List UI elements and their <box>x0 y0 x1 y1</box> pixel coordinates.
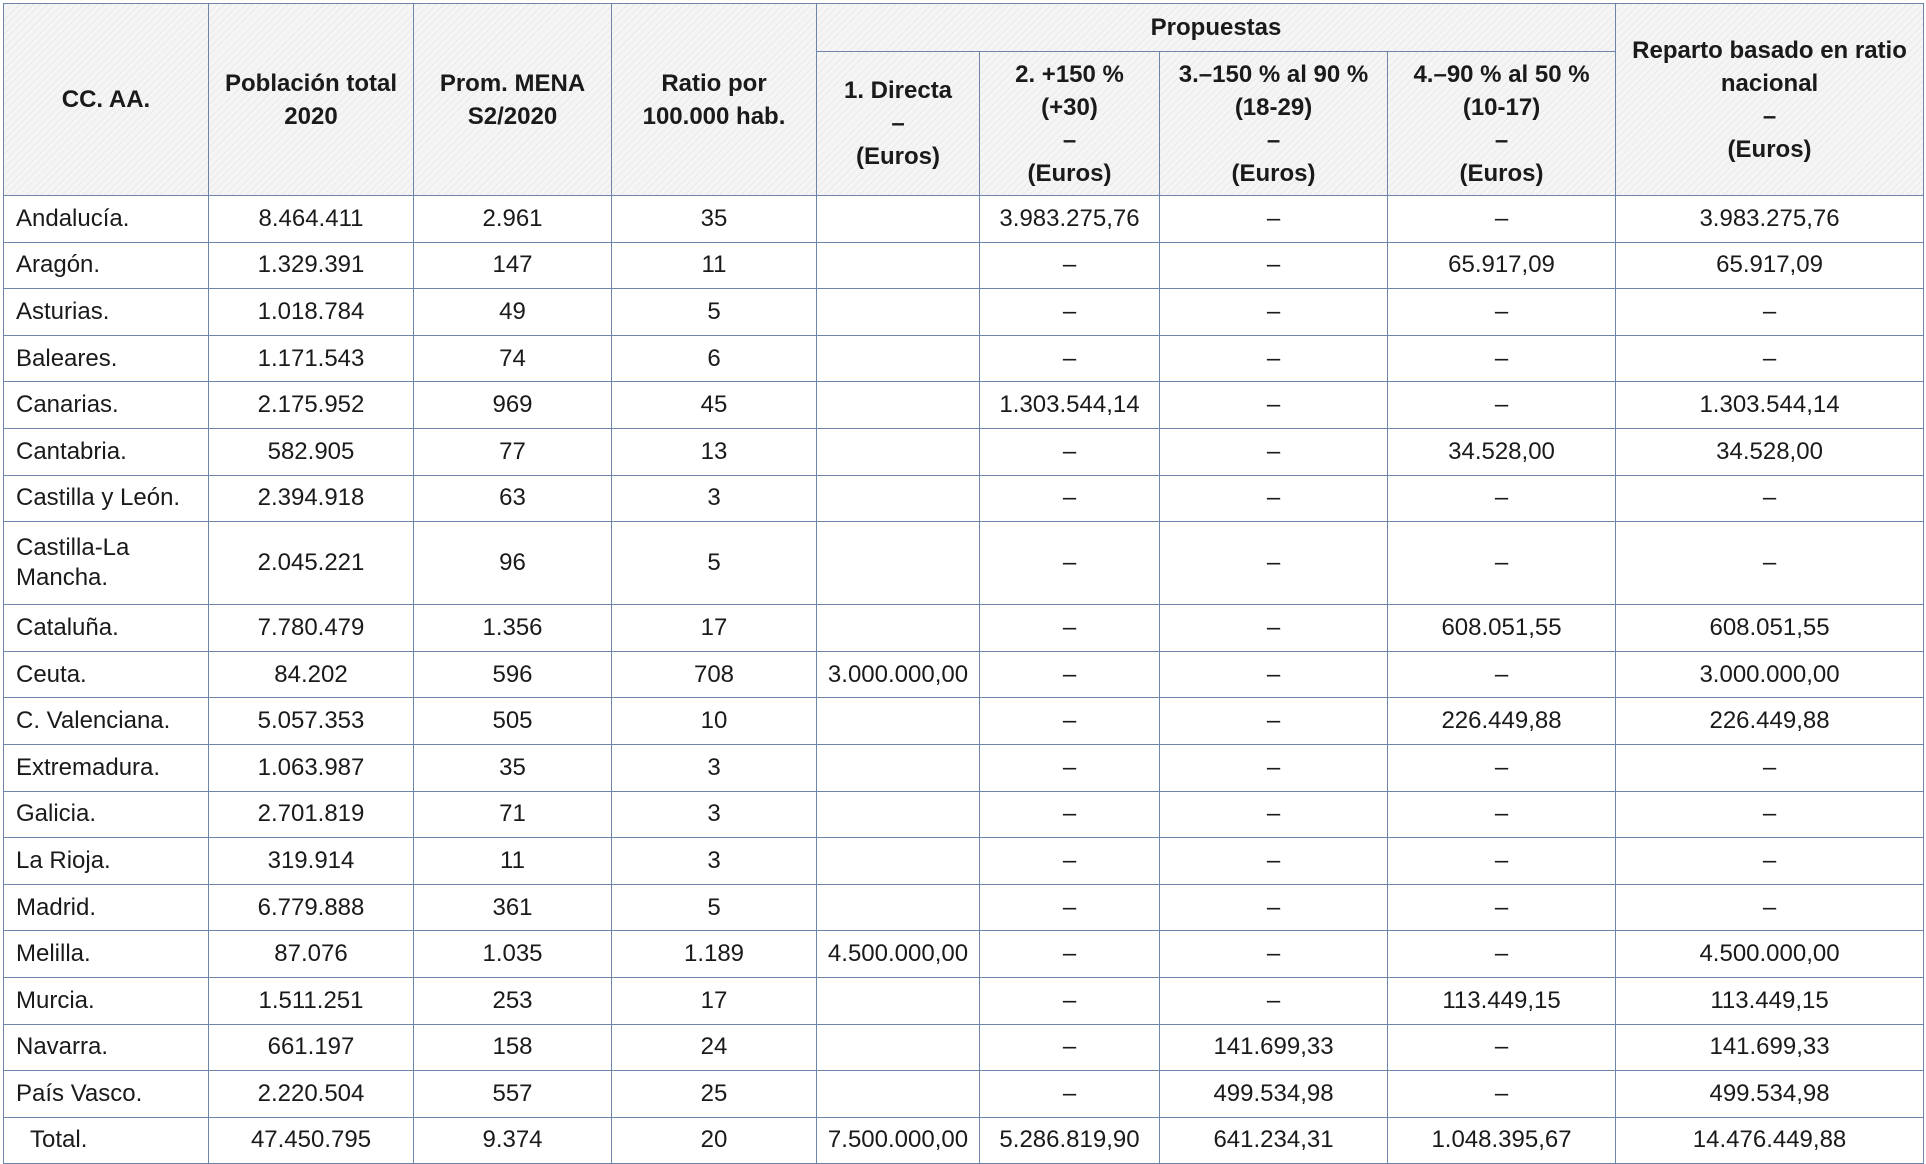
header-propuesta-directa: 1. Directa – (Euros) <box>817 52 980 196</box>
cell-150: – <box>980 428 1160 475</box>
cell-prom-mena: 1.356 <box>414 605 612 652</box>
table-row <box>4 428 1924 475</box>
cell-90-50: – <box>1388 382 1616 429</box>
header-propuestas: Propuestas <box>817 4 1616 52</box>
cell-poblacion: 1.063.987 <box>209 744 414 791</box>
cell-poblacion: 87.076 <box>209 931 414 978</box>
header-propuesta-150: 2. +150 % (+30) – (Euros) <box>980 52 1160 196</box>
cell-directa: 3.000.000,00 <box>817 651 980 698</box>
cell-90-50: – <box>1388 931 1616 978</box>
cell-poblacion: 661.197 <box>209 1024 414 1071</box>
cell-cc-aa: Aragón. <box>4 242 209 289</box>
header-prom-mena: Prom. MENA S2/2020 <box>414 4 612 196</box>
cell-reparto: – <box>1616 838 1924 885</box>
cell-150-90: – <box>1160 335 1388 382</box>
cell-prom-mena: 2.961 <box>414 196 612 243</box>
cell-directa <box>817 289 980 336</box>
cell-150-90: – <box>1160 242 1388 289</box>
table-row <box>4 744 1924 791</box>
cell-poblacion: 2.701.819 <box>209 791 414 838</box>
cell-reparto: 3.000.000,00 <box>1616 651 1924 698</box>
header-reparto: Reparto basado en ratio nacional – (Euros) <box>1616 4 1924 196</box>
cell-150: – <box>980 838 1160 885</box>
cell-prom-mena: 11 <box>414 838 612 885</box>
table-row <box>4 838 1924 885</box>
cell-150-90: – <box>1160 977 1388 1024</box>
cell-cc-aa: Castilla-La Mancha. <box>4 522 209 605</box>
cell-150: – <box>980 651 1160 698</box>
cell-prom-mena: 596 <box>414 651 612 698</box>
cell-ratio: 3 <box>612 791 817 838</box>
cell-150: 3.983.275,76 <box>980 196 1160 243</box>
cell-prom-mena: 63 <box>414 475 612 522</box>
cell-ratio: 3 <box>612 475 817 522</box>
cell-150-90: – <box>1160 382 1388 429</box>
cell-ratio: 10 <box>612 698 817 745</box>
cell-150: – <box>980 242 1160 289</box>
cell-reparto: – <box>1616 475 1924 522</box>
cell-prom-mena: 158 <box>414 1024 612 1071</box>
cell-150: – <box>980 605 1160 652</box>
cell-150-90: 499.534,98 <box>1160 1071 1388 1118</box>
cell-ratio: 25 <box>612 1071 817 1118</box>
cell-cc-aa: Cataluña. <box>4 605 209 652</box>
cell-directa <box>817 242 980 289</box>
cell-150: – <box>980 931 1160 978</box>
cell-ratio: 5 <box>612 289 817 336</box>
cell-reparto: 4.500.000,00 <box>1616 931 1924 978</box>
cell-poblacion: 1.018.784 <box>209 289 414 336</box>
table-row <box>4 1024 1924 1071</box>
cell-ratio: 17 <box>612 977 817 1024</box>
cell-poblacion: 84.202 <box>209 651 414 698</box>
cell-90-50: – <box>1388 884 1616 931</box>
cell-150: – <box>980 744 1160 791</box>
cell-cc-aa: País Vasco. <box>4 1071 209 1118</box>
header-ratio: Ratio por 100.000 hab. <box>612 4 817 196</box>
total-row <box>4 1117 1924 1164</box>
cell-directa <box>817 428 980 475</box>
cell-150: – <box>980 884 1160 931</box>
cell-directa <box>817 1024 980 1071</box>
cell-150-90: – <box>1160 196 1388 243</box>
cell-cc-aa: Extremadura. <box>4 744 209 791</box>
cell-cc-aa: Melilla. <box>4 931 209 978</box>
cell-cc-aa: Castilla y León. <box>4 475 209 522</box>
cell-90-50: – <box>1388 651 1616 698</box>
cell-poblacion: 6.779.888 <box>209 884 414 931</box>
cell-150: – <box>980 289 1160 336</box>
cell-reparto: 1.303.544,14 <box>1616 382 1924 429</box>
table-row <box>4 1071 1924 1118</box>
cell-90-50: – <box>1388 838 1616 885</box>
cell-cc-aa: Asturias. <box>4 289 209 336</box>
cell-150-90: 141.699,33 <box>1160 1024 1388 1071</box>
cell-cc-aa: Murcia. <box>4 977 209 1024</box>
cell-150-90: – <box>1160 744 1388 791</box>
cell-directa <box>817 605 980 652</box>
cell-prom-mena: 49 <box>414 289 612 336</box>
table-row <box>4 196 1924 243</box>
table-row <box>4 475 1924 522</box>
cell-150: – <box>980 1071 1160 1118</box>
cell-90-50: – <box>1388 1071 1616 1118</box>
cell-prom-mena: 9.374 <box>414 1117 612 1164</box>
cell-reparto: – <box>1616 289 1924 336</box>
cell-cc-aa: Baleares. <box>4 335 209 382</box>
cell-cc-aa: Canarias. <box>4 382 209 429</box>
cell-poblacion: 8.464.411 <box>209 196 414 243</box>
cell-90-50: 608.051,55 <box>1388 605 1616 652</box>
cell-150: – <box>980 977 1160 1024</box>
table-row <box>4 335 1924 382</box>
cell-directa: 4.500.000,00 <box>817 931 980 978</box>
table-row <box>4 977 1924 1024</box>
cell-poblacion: 2.175.952 <box>209 382 414 429</box>
cell-poblacion: 1.171.543 <box>209 335 414 382</box>
cell-90-50: 226.449,88 <box>1388 698 1616 745</box>
data-table <box>3 3 1924 1164</box>
cell-90-50: – <box>1388 289 1616 336</box>
cell-150-90: – <box>1160 428 1388 475</box>
cell-150-90: – <box>1160 838 1388 885</box>
cell-90-50: – <box>1388 522 1616 605</box>
cell-reparto: 113.449,15 <box>1616 977 1924 1024</box>
table-row <box>4 289 1924 336</box>
cell-reparto: – <box>1616 522 1924 605</box>
cell-poblacion: 582.905 <box>209 428 414 475</box>
cell-150-90: – <box>1160 931 1388 978</box>
header-propuesta-150-90: 3.–150 % al 90 % (18-29) – (Euros) <box>1160 52 1388 196</box>
cell-directa <box>817 744 980 791</box>
cell-ratio: 5 <box>612 884 817 931</box>
cell-cc-aa: C. Valenciana. <box>4 698 209 745</box>
cell-150: – <box>980 1024 1160 1071</box>
cell-reparto: 65.917,09 <box>1616 242 1924 289</box>
header-propuesta-90-50: 4.–90 % al 50 % (10-17) – (Euros) <box>1388 52 1616 196</box>
table-row <box>4 931 1924 978</box>
cell-poblacion: 2.045.221 <box>209 522 414 605</box>
cell-prom-mena: 1.035 <box>414 931 612 978</box>
cell-reparto: 14.476.449,88 <box>1616 1117 1924 1164</box>
table-row <box>4 382 1924 429</box>
cell-directa <box>817 1071 980 1118</box>
cell-prom-mena: 147 <box>414 242 612 289</box>
cell-ratio: 6 <box>612 335 817 382</box>
table-row <box>4 791 1924 838</box>
table-row <box>4 605 1924 652</box>
cell-poblacion: 1.329.391 <box>209 242 414 289</box>
cell-directa <box>817 838 980 885</box>
cell-prom-mena: 505 <box>414 698 612 745</box>
cell-ratio: 35 <box>612 196 817 243</box>
cell-reparto: 499.534,98 <box>1616 1071 1924 1118</box>
cell-prom-mena: 77 <box>414 428 612 475</box>
cell-150: – <box>980 791 1160 838</box>
cell-90-50: – <box>1388 791 1616 838</box>
cell-90-50: – <box>1388 1024 1616 1071</box>
cell-150-90: – <box>1160 522 1388 605</box>
cell-prom-mena: 96 <box>414 522 612 605</box>
cell-ratio: 3 <box>612 838 817 885</box>
cell-150: 5.286.819,90 <box>980 1117 1160 1164</box>
table-body <box>4 196 1924 1164</box>
cell-reparto: 3.983.275,76 <box>1616 196 1924 243</box>
cell-ratio: 708 <box>612 651 817 698</box>
cell-cc-aa: Cantabria. <box>4 428 209 475</box>
cell-ratio: 17 <box>612 605 817 652</box>
cell-prom-mena: 969 <box>414 382 612 429</box>
cell-90-50: 1.048.395,67 <box>1388 1117 1616 1164</box>
cell-150: – <box>980 475 1160 522</box>
cell-150-90: 641.234,31 <box>1160 1117 1388 1164</box>
cell-ratio: 3 <box>612 744 817 791</box>
cell-prom-mena: 557 <box>414 1071 612 1118</box>
cell-150: 1.303.544,14 <box>980 382 1160 429</box>
cell-poblacion: 319.914 <box>209 838 414 885</box>
cell-ratio: 1.189 <box>612 931 817 978</box>
cell-prom-mena: 253 <box>414 977 612 1024</box>
cell-directa <box>817 522 980 605</box>
cell-poblacion: 2.394.918 <box>209 475 414 522</box>
cell-poblacion: 47.450.795 <box>209 1117 414 1164</box>
cell-prom-mena: 71 <box>414 791 612 838</box>
cell-90-50: – <box>1388 744 1616 791</box>
cell-ratio: 24 <box>612 1024 817 1071</box>
cell-poblacion: 2.220.504 <box>209 1071 414 1118</box>
table-row <box>4 242 1924 289</box>
table-row <box>4 651 1924 698</box>
cell-90-50: – <box>1388 335 1616 382</box>
cell-cc-aa: Navarra. <box>4 1024 209 1071</box>
cell-cc-aa: La Rioja. <box>4 838 209 885</box>
cell-90-50: 113.449,15 <box>1388 977 1616 1024</box>
cell-cc-aa: Total. <box>4 1117 209 1164</box>
cell-cc-aa: Andalucía. <box>4 196 209 243</box>
cell-directa <box>817 698 980 745</box>
cell-150: – <box>980 335 1160 382</box>
cell-directa <box>817 382 980 429</box>
cell-90-50: – <box>1388 475 1616 522</box>
cell-90-50: 65.917,09 <box>1388 242 1616 289</box>
cell-ratio: 11 <box>612 242 817 289</box>
cell-reparto: – <box>1616 884 1924 931</box>
header-cc-aa: CC. AA. <box>4 4 209 196</box>
cell-cc-aa: Madrid. <box>4 884 209 931</box>
cell-150-90: – <box>1160 884 1388 931</box>
cell-ratio: 20 <box>612 1117 817 1164</box>
cell-prom-mena: 35 <box>414 744 612 791</box>
cell-prom-mena: 74 <box>414 335 612 382</box>
cell-reparto: 34.528,00 <box>1616 428 1924 475</box>
cell-cc-aa: Ceuta. <box>4 651 209 698</box>
cell-150-90: – <box>1160 698 1388 745</box>
cell-directa <box>817 475 980 522</box>
cell-150-90: – <box>1160 791 1388 838</box>
cell-reparto: – <box>1616 791 1924 838</box>
cell-directa <box>817 977 980 1024</box>
cell-150: – <box>980 698 1160 745</box>
cell-ratio: 45 <box>612 382 817 429</box>
cell-90-50: 34.528,00 <box>1388 428 1616 475</box>
table-row <box>4 884 1924 931</box>
cell-poblacion: 1.511.251 <box>209 977 414 1024</box>
cell-90-50: – <box>1388 196 1616 243</box>
cell-150-90: – <box>1160 651 1388 698</box>
cell-reparto: 226.449,88 <box>1616 698 1924 745</box>
cell-prom-mena: 361 <box>414 884 612 931</box>
cell-directa <box>817 884 980 931</box>
table-header <box>4 4 1924 196</box>
cell-150-90: – <box>1160 289 1388 336</box>
cell-poblacion: 5.057.353 <box>209 698 414 745</box>
cell-directa <box>817 335 980 382</box>
cell-150-90: – <box>1160 605 1388 652</box>
header-poblacion: Población total 2020 <box>209 4 414 196</box>
cell-150: – <box>980 522 1160 605</box>
cell-reparto: 608.051,55 <box>1616 605 1924 652</box>
cell-reparto: – <box>1616 335 1924 382</box>
cell-directa <box>817 196 980 243</box>
cell-cc-aa: Galicia. <box>4 791 209 838</box>
cell-ratio: 5 <box>612 522 817 605</box>
table-row <box>4 522 1924 605</box>
cell-150-90: – <box>1160 475 1388 522</box>
cell-reparto: 141.699,33 <box>1616 1024 1924 1071</box>
cell-reparto: – <box>1616 744 1924 791</box>
cell-poblacion: 7.780.479 <box>209 605 414 652</box>
table-row <box>4 698 1924 745</box>
cell-directa <box>817 791 980 838</box>
cell-ratio: 13 <box>612 428 817 475</box>
cell-directa: 7.500.000,00 <box>817 1117 980 1164</box>
